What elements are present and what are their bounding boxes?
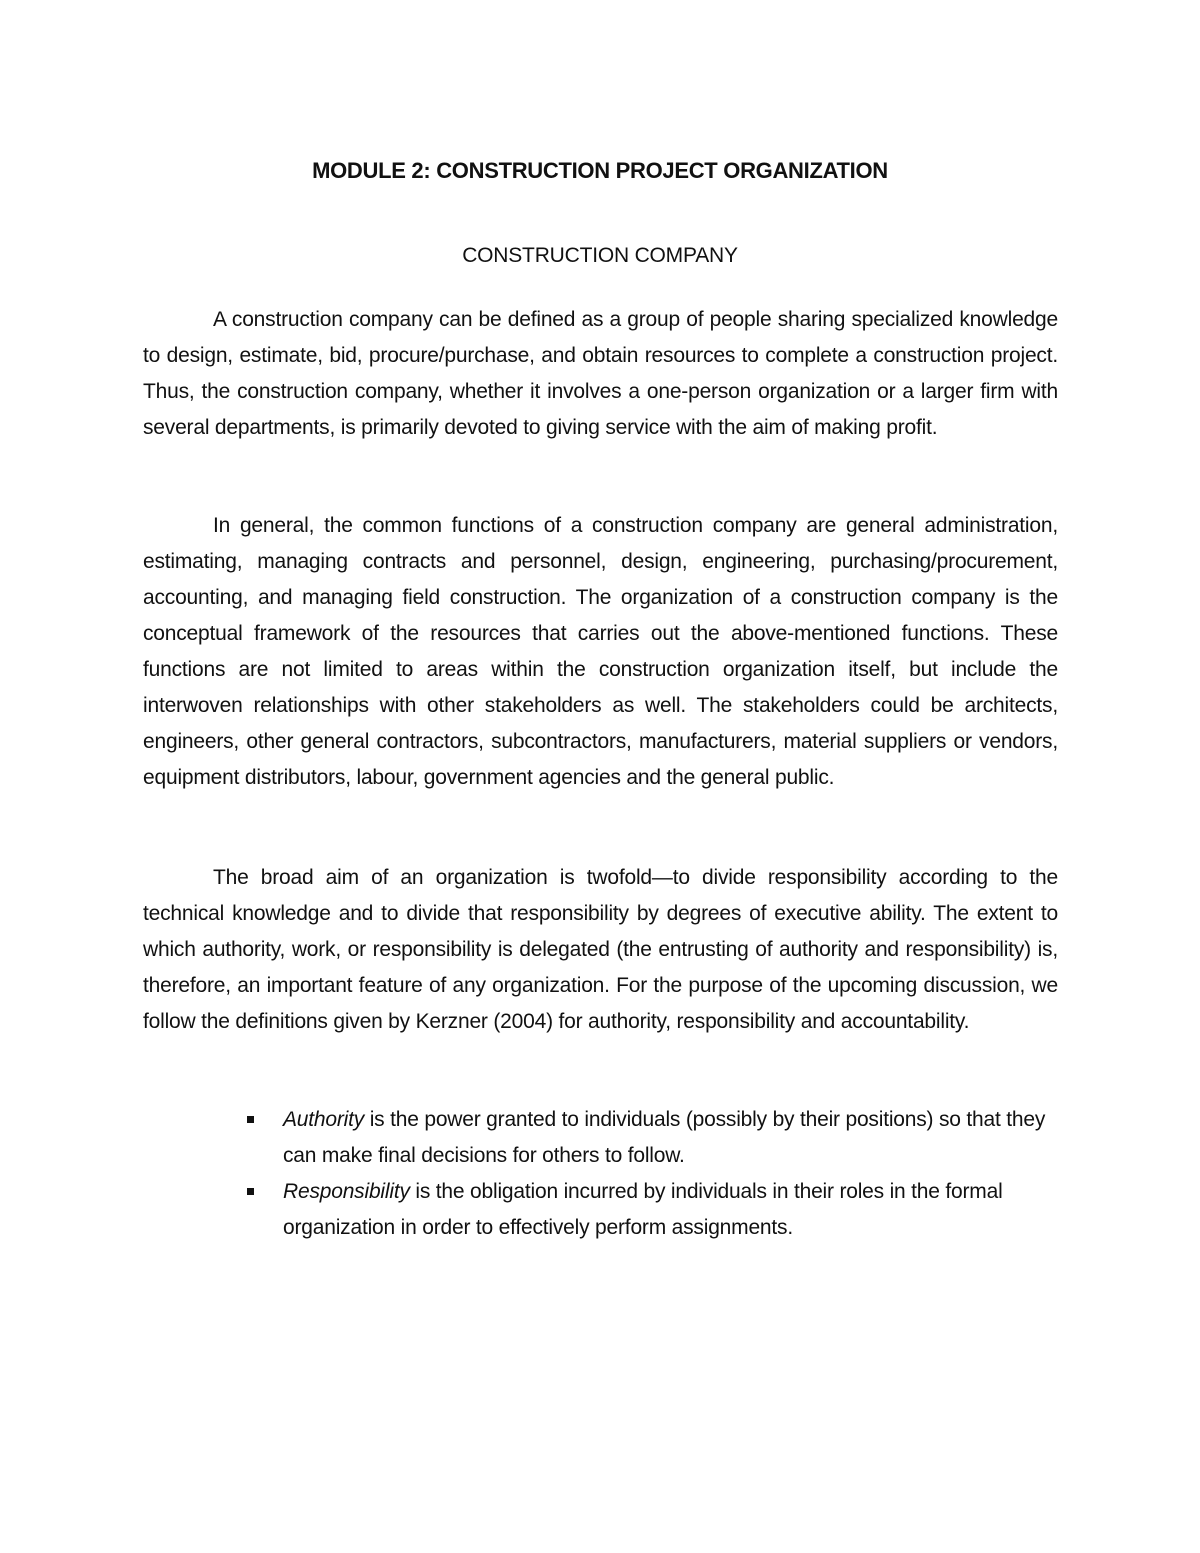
definition-item-responsibility [283,1174,1063,1246]
paragraph-definition: A construction company can be defined as a group of people sharing specialized knowledge to design, estimate, bid, procure/purchase, and obtain resources to complete a construction project. Thus, the construction company, whether it involves a one-person organization or a larger firm with several departments, is primarily devoted to giving service with the aim of making profit. [143,308,1058,439]
paragraph-functions: In general, the common functions of a construction company are general administration, estimating, managing contracts and personnel, design, engineering, purchasing/procurement, accounting, and managing field construction. The organization of a construction company is the conceptual framework of the resources that carries out the above-mentioned functions. These functions are not limited to areas within the construction organization itself, but include the interwoven relationships with other stakeholders as well. The stakeholders could be architects, engineers, other general contractors, subcontractors, manufacturers, material suppliers or vendors, equipment distributors, labour, government agencies and the general public. [143,514,1058,789]
paragraph-organization-aim: The broad aim of an organization is twofold—to divide responsibility according to the technical knowledge and to divide that responsibility by degrees of executive ability. The extent to which authority, work, or responsibility is delegated (the entrusting of authority and responsibility) is, therefore, an important feature of any organization. For the purpose of the upcoming discussion, we follow the definitions given by Kerzner (2004) for authority, responsibility and accountability. [143,866,1058,1033]
page-title: MODULE 2: CONSTRUCTION PROJECT ORGANIZATION [312,158,888,183]
definition-item-authority [283,1102,1063,1174]
definition-term: Authority [283,1108,365,1131]
square-bullet-icon [247,1188,254,1195]
square-bullet-icon [247,1116,254,1123]
definition-term: Responsibility [283,1180,410,1203]
section-heading: CONSTRUCTION COMPANY [462,244,738,267]
definition-text: is the power granted to individuals (possibly by their positions) so that they can make final decisions for others to follow. [283,1108,1046,1167]
definition-list [283,1102,1063,1246]
definition-text: is the obligation incurred by individuals in their roles in the formal organization in order to effectively perform assignments. [283,1180,1003,1239]
